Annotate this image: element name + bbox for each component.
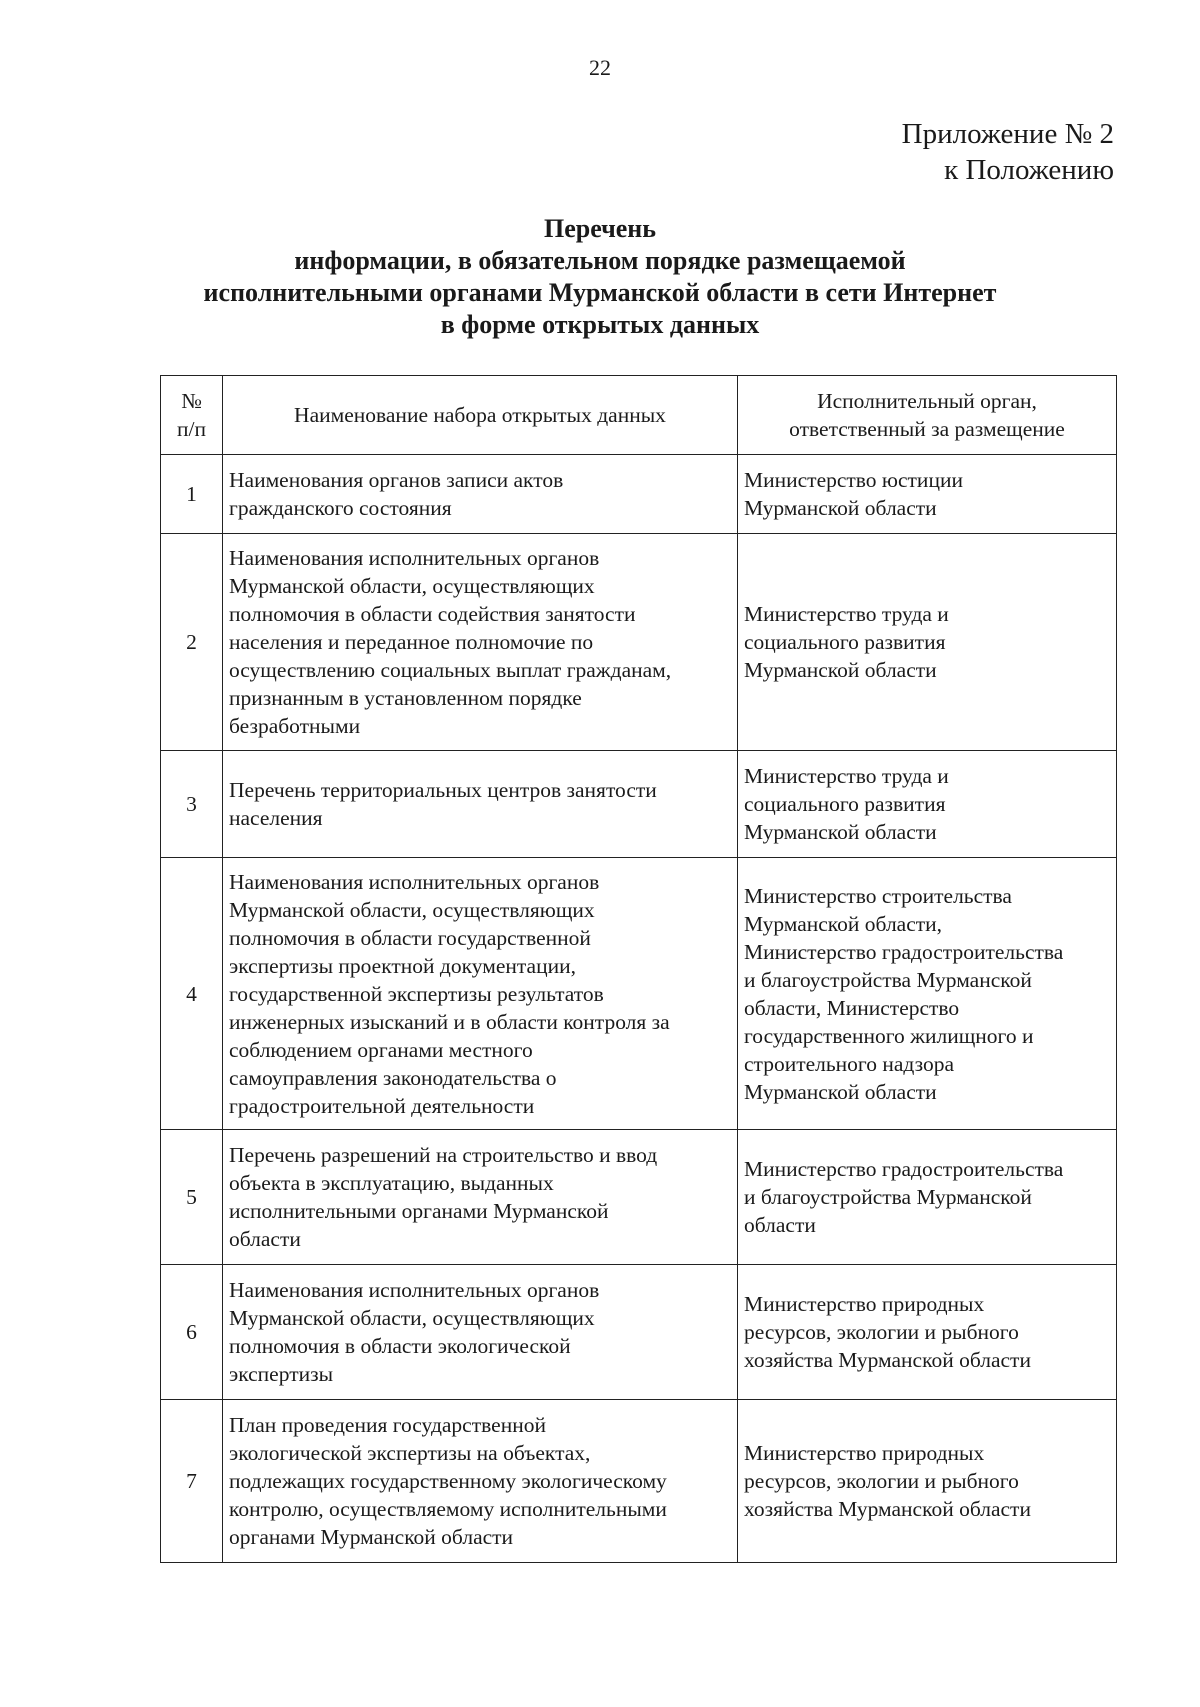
row-number: 4: [161, 858, 223, 1130]
row-responsible-body: Министерство труда и социального развития Мурманской области: [738, 534, 1117, 751]
row-number: 3: [161, 751, 223, 858]
row-dataset-name: План проведения государственной экологической экспертизы на объектах, подлежащих государственному экологическому контролю, осуществляемому исполнительными органами Мурманской области: [223, 1400, 738, 1563]
row-number: 1: [161, 455, 223, 534]
appendix-line-1: Приложение № 2: [901, 118, 1114, 150]
table-row: [161, 858, 1117, 1130]
row-responsible-body: Министерство труда и социального развития Мурманской области: [738, 751, 1117, 858]
title-line-2: информации, в обязательном порядке размещаемой: [294, 246, 906, 275]
row-dataset-name: Наименования исполнительных органов Мурманской области, осуществляющих полномочия в области содействия занятости населения и переданное полномочие по осуществлению социальных выплат гражданам, признанным в установленном порядке безработными: [223, 534, 738, 751]
row-dataset-name: Перечень разрешений на строительство и ввод объекта в эксплуатацию, выданных исполнительными органами Мурманской области: [223, 1130, 738, 1265]
row-dataset-name: Наименования органов записи актов гражданского состояния: [223, 455, 738, 534]
open-data-table: [160, 375, 1117, 1563]
row-responsible-body: Министерство градостроительства и благоустройства Мурманской области: [738, 1130, 1117, 1265]
header-responsible-body: Исполнительный орган, ответственный за размещение: [738, 376, 1117, 455]
row-responsible-body: Министерство природных ресурсов, экологии и рыбного хозяйства Мурманской области: [738, 1400, 1117, 1563]
table-row: [161, 534, 1117, 751]
document-title: [0, 213, 1200, 341]
header-number: № п/п: [161, 376, 223, 455]
table-row: [161, 455, 1117, 534]
row-number: 6: [161, 1265, 223, 1400]
row-number: 7: [161, 1400, 223, 1563]
title-line-4: в форме открытых данных: [440, 310, 760, 339]
header-dataset-name: Наименование набора открытых данных: [223, 376, 738, 455]
table-row: [161, 751, 1117, 858]
table-row: [161, 1265, 1117, 1400]
row-dataset-name: Наименования исполнительных органов Мурманской области, осуществляющих полномочия в области экологической экспертизы: [223, 1265, 738, 1400]
title-line-1: Перечень: [543, 214, 657, 243]
table-row: [161, 1400, 1117, 1563]
page-number: 22: [589, 55, 611, 80]
row-dataset-name: Перечень территориальных центров занятости населения: [223, 751, 738, 858]
row-dataset-name: Наименования исполнительных органов Мурманской области, осуществляющих полномочия в области государственной экспертизы проектной документации, государственной экспертизы результатов инженерных изысканий и в области контроля за соблюдением органами местного самоуправления законодательства о градостроительной деятельности: [223, 858, 738, 1130]
title-line-3: исполнительными органами Мурманской области в сети Интернет: [203, 278, 997, 307]
row-responsible-body: Министерство юстиции Мурманской области: [738, 455, 1117, 534]
row-responsible-body: Министерство строительства Мурманской области, Министерство градостроительства и благоустройства Мурманской области, Министерство государственного жилищного и строительного надзора Мурманской области: [738, 858, 1117, 1130]
row-number: 2: [161, 534, 223, 751]
row-responsible-body: Министерство природных ресурсов, экологии и рыбного хозяйства Мурманской области: [738, 1265, 1117, 1400]
table-row: [161, 1130, 1117, 1265]
appendix-line-2: к Положению: [944, 154, 1114, 186]
table-header-row: [161, 376, 1117, 455]
row-number: 5: [161, 1130, 223, 1265]
appendix-reference: [902, 116, 1114, 188]
